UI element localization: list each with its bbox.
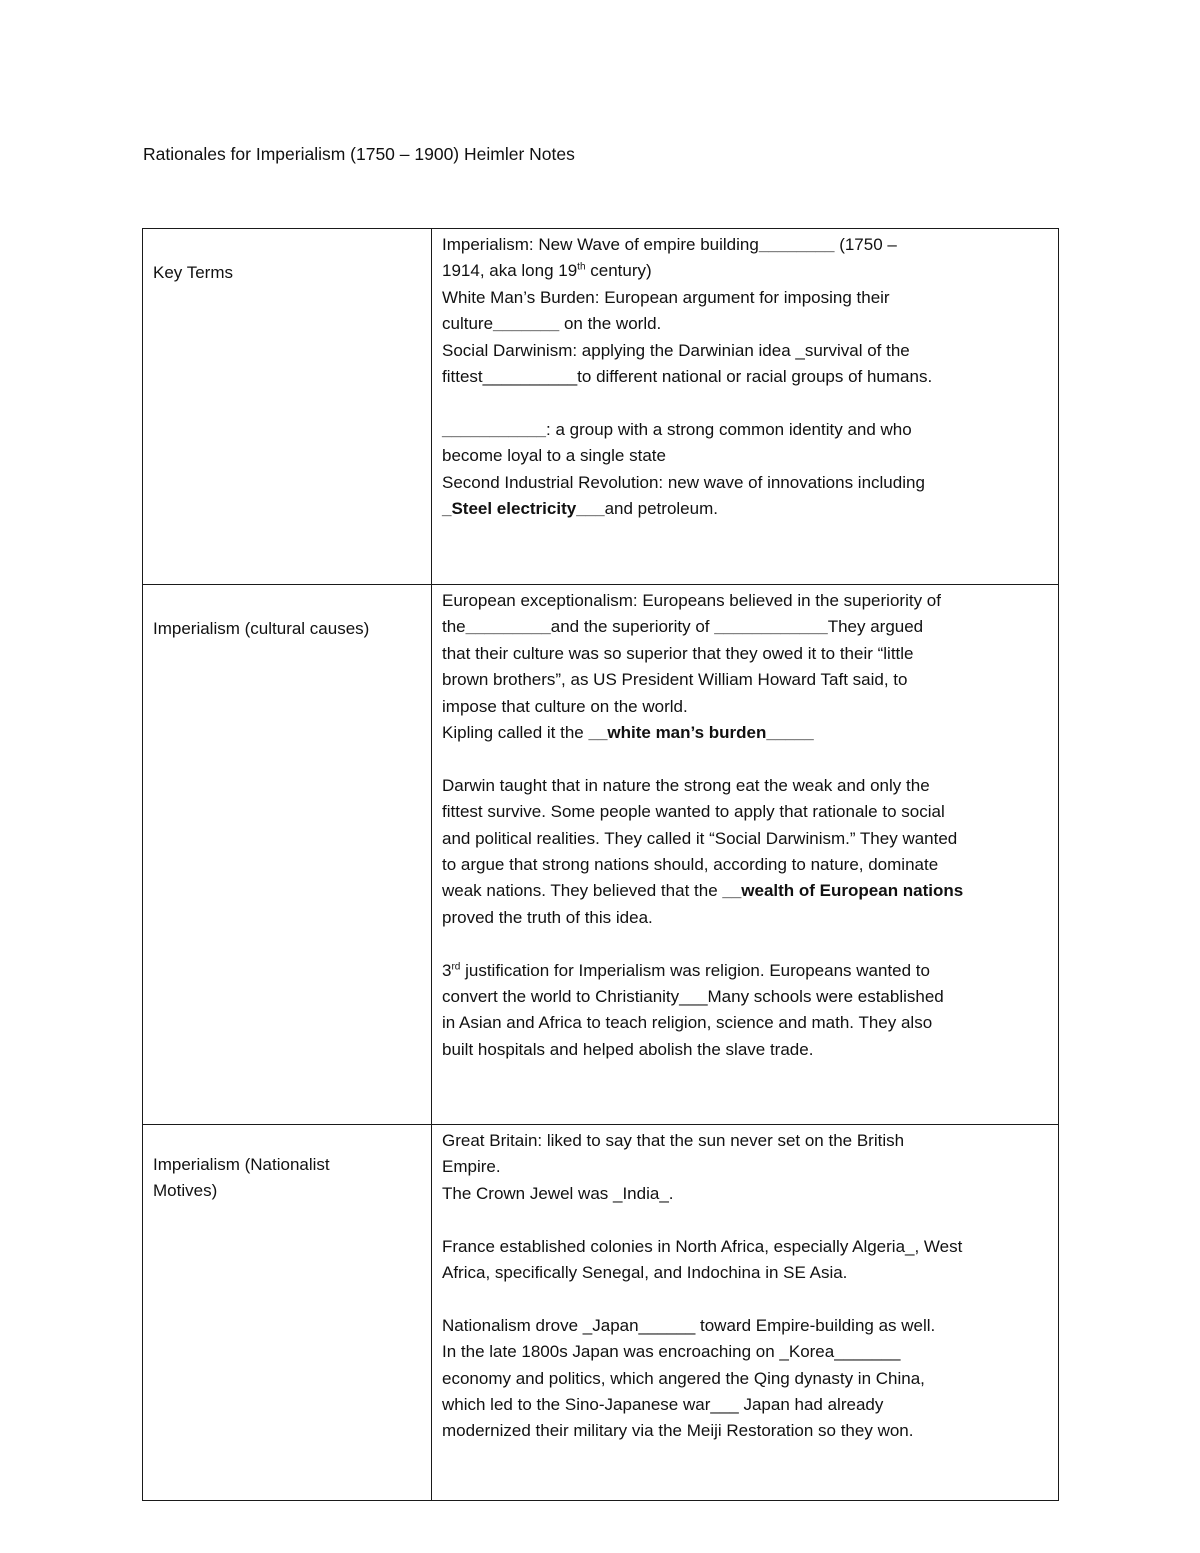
note-line: which led to the Sino-Japanese war___ Japan had already [442,1395,884,1415]
table-row [143,229,1059,585]
spacer [442,746,1048,772]
spacer [442,1286,1048,1312]
note-line: Social Darwinism: applying the Darwinian idea _survival of the [442,340,910,360]
note-line: the_________and the superiority of ____________They argued [442,617,924,637]
term-cell-nationalist-motives [143,1125,432,1501]
note-line: in Asian and Africa to teach religion, science and math. They also [442,1013,933,1033]
notes-cell-key-terms [432,229,1059,585]
term-label: Motives) [153,1181,218,1201]
note-line: to argue that strong nations should, according to nature, dominate [442,855,939,875]
note-line: Imperialism: New Wave of empire building________ (1750 – [442,235,897,254]
note-line: European exceptionalism: Europeans believed in the superiority of [442,591,941,610]
note-line: brown brothers”, as US President William Howard Taft said, to [442,670,908,690]
note-line: White Man’s Burden: European argument for imposing their [442,287,890,307]
note-line: 3rd justification for Imperialism was religion. Europeans wanted to [442,960,930,980]
spacer [442,931,1048,957]
term-label: Imperialism (Nationalist [153,1155,330,1174]
note-line: convert the world to Christianity___Many schools were established [442,987,944,1007]
note-line: The Crown Jewel was _India_. [442,1183,674,1203]
term-label: Imperialism (cultural causes) [153,619,370,638]
note-line: impose that culture on the world. [442,696,688,716]
note-line: _Steel electricity___and petroleum. [442,499,718,519]
note-line: Nationalism drove _Japan______ toward Empire-building as well. [442,1315,936,1335]
term-label: Key Terms [153,263,233,282]
note-line: Africa, specifically Senegal, and Indochina in SE Asia. [442,1263,848,1283]
note-line: ___________: a group with a strong common identity and who [442,419,912,439]
note-line: Second Industrial Revolution: new wave of innovations including [442,472,925,492]
page-title: Rationales for Imperialism (1750 – 1900) Heimler Notes [143,144,575,164]
note-line: that their culture was so superior that they owed it to their “little [442,643,914,663]
note-line: Darwin taught that in nature the strong eat the weak and only the [442,775,930,795]
spacer [442,1207,1048,1233]
note-line: fittest survive. Some people wanted to apply that rationale to social [442,802,945,822]
note-line: and political realities. They called it “Social Darwinism.” They wanted [442,828,958,848]
table-row [143,1125,1059,1501]
note-line: Empire. [442,1157,501,1177]
note-line: built hospitals and helped abolish the slave trade. [442,1039,814,1059]
note-line: economy and politics, which angered the Qing dynasty in China, [442,1368,925,1388]
spacer [442,390,1048,416]
note-line: Kipling called it the __white man’s burden_____ [442,723,814,743]
note-line: weak nations. They believed that the __wealth of European nations [442,881,964,901]
note-line: Great Britain: liked to say that the sun never set on the British [442,1131,905,1150]
note-line: fittest__________to different national or racial groups of humans. [442,367,933,387]
term-cell-cultural-causes [143,585,432,1125]
table-row [143,585,1059,1125]
notes-table [142,228,1059,1501]
note-line: become loyal to a single state [442,446,666,466]
notes-cell-cultural-causes [432,585,1059,1125]
note-line: In the late 1800s Japan was encroaching on _Korea_______ [442,1342,901,1362]
note-line: culture_______ on the world. [442,314,662,334]
note-line: modernized their military via the Meiji Restoration so they won. [442,1421,914,1441]
term-cell-key-terms [143,229,432,585]
notes-cell-nationalist-motives [432,1125,1059,1501]
note-line: 1914, aka long 19th century) [442,261,652,281]
note-line: proved the truth of this idea. [442,907,653,927]
note-line: France established colonies in North Africa, especially Algeria_, West [442,1236,963,1256]
